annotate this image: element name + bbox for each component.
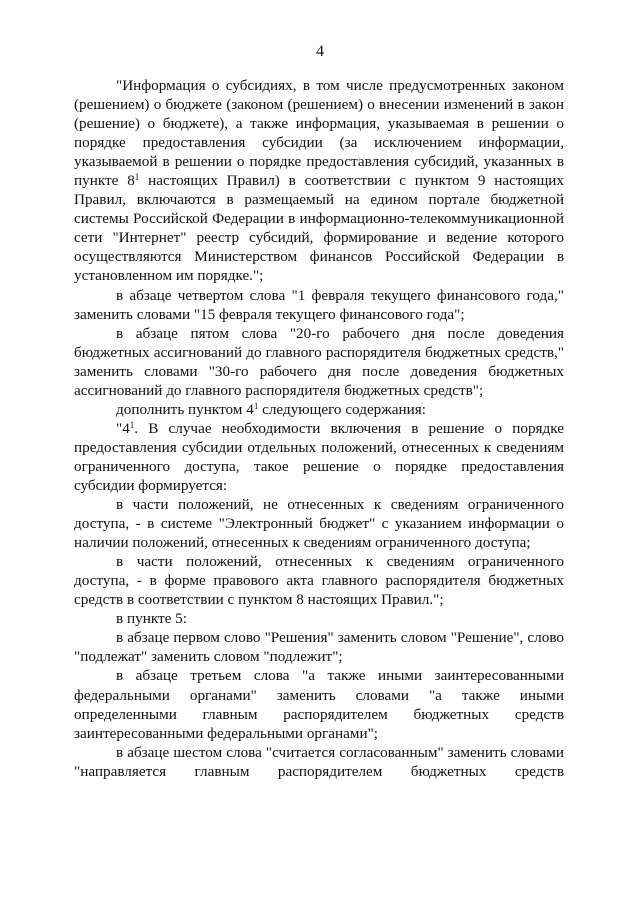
paragraph-abzac-5: в абзаце пятом слова "20-го рабочего дня после доведения бюджетных ассигнований до главного распорядителя бюджетных средств," заменить словами "30-го рабочего дня после доведения бюджетных ассигнований до главного распорядителя бюджетных средств"; [74,324,564,399]
paragraph-not-restricted: в части положений, не отнесенных к сведениям ограниченного доступа, - в системе "Электронный бюджет" с указанием информации о наличии положений, отнесенных к сведениям ограниченного доступа; [74,496,564,552]
paragraph-abzac-1: в абзаце первом слово "Решения" заменить словом "Решение", слово "подлежат" заменить словом "подлежит"; [74,629,564,666]
paragraph-abzac-3: в абзаце третьем слова "а также иными заинтересованными федеральными органами" заменить словами "а также иными определенными главным распорядителем бюджетных средств заинтересованными федеральными органами"; [74,667,564,742]
paragraph-point-5: в пункте 5: [116,610,187,628]
paragraph-point-4-1-text: "$4^1$. В случае необходимости включения в решение о порядке предоставления субсидии отдельных положений, отнесенных к сведениям ограниченного доступа, такое решение о порядке предоставления субсидии формируется: [74,419,564,494]
paragraph-restricted: в части положений, отнесенных к сведениям ограниченного доступа, - в форме правового акта главного распорядителя бюджетных средств в соответствии с пунктом 8 настоящих Правил."; [74,553,564,609]
paragraph-info-subsidies: "Информация о субсидиях, в том числе предусмотренных законом (решением) о бюджете (законом (решением) о внесении изменений в закон (решение) о бюджете), а также информация, указываемая в решении о порядке предоставления субсидии (за исключением информации, указываемой в решении о порядке предоставления субсидий, указанных в пункте $8^1$ настоящих Правил) в соответствии с пунктом 9 настоящих Правил, включаются в размещаемый на едином портале бюджетной системы Российской Федерации в информационно-телекоммуникационной сети "Интернет" реестр субсидий, формирование и ведение которого осуществляются Министерством финансов Российской Федерации в установленном им порядке."; [74,77,565,285]
paragraph-abzac-6: в абзаце шестом слова "считается согласованным" заменить словами "направляется главным распорядителем бюджетных средств [74,743,564,780]
paragraph-add-point-4-1: дополнить пунктом $4^1$ следующего содержания: [116,400,426,418]
page-number: 4 [316,43,324,60]
paragraph-abzac-4: в абзаце четвертом слова "1 февраля текущего финансового года," заменить словами "15 февраля текущего финансового года"; [74,286,564,323]
superscript-index: 1 [134,172,140,183]
document-body [74,76,564,781]
superscript-index: 1 [129,419,135,430]
superscript-index: 1 [253,400,259,411]
